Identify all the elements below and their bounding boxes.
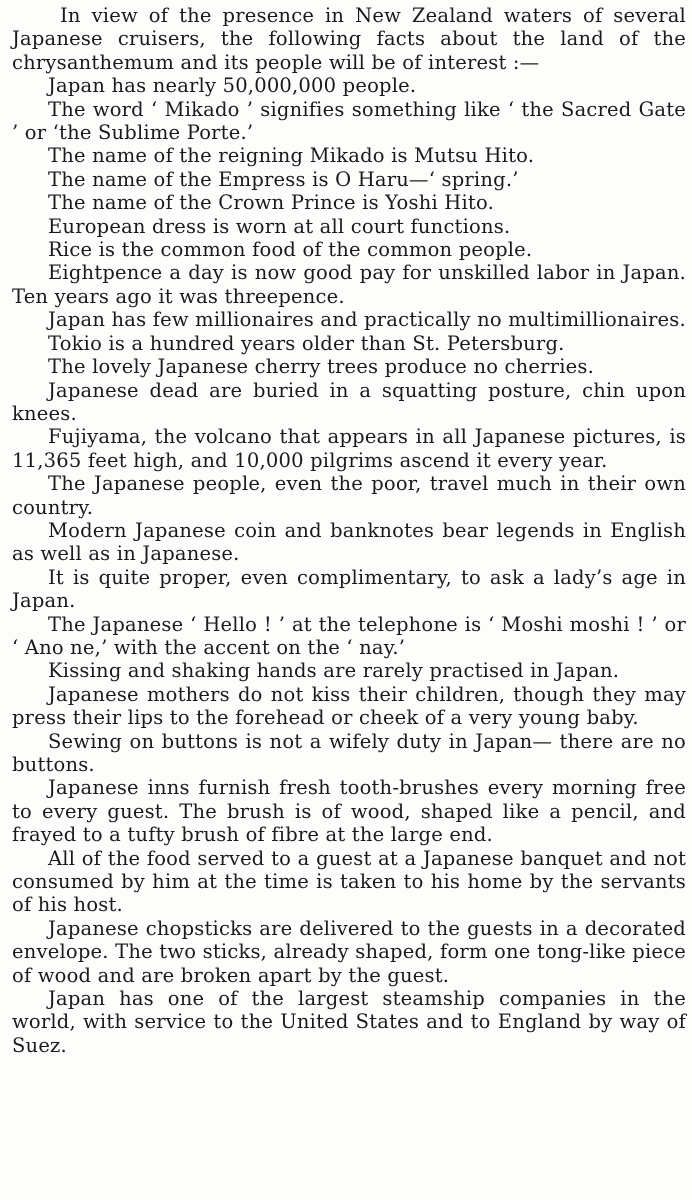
fact-paragraph: The name of the Crown Prince is Yoshi Hito. bbox=[48, 191, 494, 215]
fact-paragraph: Japan has one of the largest steamship companies in the world, with service to the United States and to England by way of Suez. bbox=[12, 987, 686, 1057]
fact-paragraph: The word ‘ Mikado ’ signifies something like ‘ the Sacred Gate ’ or ‘the Sublime Porte.’ bbox=[12, 97, 686, 145]
fact-paragraph: The Japanese ‘ Hello ! ’ at the telephone is ‘ Moshi moshi ! ’ or ‘ Ano ne,’ with the accent on the ‘ nay.’ bbox=[12, 612, 686, 659]
fact-paragraph: Kissing and shaking hands are rarely practised in Japan. bbox=[48, 659, 620, 683]
fact-paragraph: Fujiyama, the volcano that appears in all Japanese pictures, is 11,365 feet high, and 10,000 pilgrims ascend it every year. bbox=[12, 425, 686, 472]
fact-paragraph: Modern Japanese coin and banknotes bear legends in English as well as in Japanese. bbox=[12, 518, 686, 566]
fact-paragraph: Japanese dead are buried in a squatting posture, chin upon knees. bbox=[12, 378, 686, 425]
intro-paragraph: In view of the presence in New Zealand waters of several Japanese cruisers, the following facts about the land of the chrysanthemum and its people will be of interest :— bbox=[12, 4, 686, 74]
fact-paragraph: Japan has few millionaires and practically no multimillionaires. bbox=[48, 308, 686, 332]
fact-paragraph: The name of the reigning Mikado is Mutsu Hito. bbox=[48, 144, 535, 168]
fact-paragraph: The Japanese people, even the poor, travel much in their own country. bbox=[12, 472, 686, 519]
fact-paragraph: Tokio is a hundred years older than St. Petersburg. bbox=[48, 331, 565, 355]
fact-paragraph: The lovely Japanese cherry trees produce no cherries. bbox=[48, 355, 594, 379]
fact-paragraph: Japanese mothers do not kiss their children, though they may press their lips to the forehead or cheek of a very young baby. bbox=[12, 682, 686, 730]
fact-paragraph: Japanese inns furnish fresh tooth-brushes every morning free to every guest. The brush is of wood, shaped like a pencil, and frayed to a tufty brush of fibre at the large end. bbox=[12, 776, 686, 847]
fact-paragraph: European dress is worn at all court functions. bbox=[48, 214, 511, 238]
fact-paragraph: Japan has nearly 50,000,000 people. bbox=[48, 74, 417, 98]
fact-paragraph: The name of the Empress is O Haru—‘ spring.’ bbox=[48, 167, 519, 191]
fact-paragraph: It is quite proper, even complimentary, to ask a lady’s age in Japan. bbox=[12, 565, 686, 613]
fact-paragraph: All of the food served to a guest at a Japanese banquet and not consumed by him at the time is taken to his home by the servants of his host. bbox=[12, 846, 686, 917]
fact-paragraph: Sewing on buttons is not a wifely duty in Japan— there are no buttons. bbox=[12, 729, 686, 776]
fact-paragraph: Eightpence a day is now good pay for unskilled labor in Japan. Ten years ago it was threepence. bbox=[12, 261, 686, 308]
fact-paragraph: Japanese chopsticks are delivered to the guests in a decorated envelope. The two sticks, already shaped, form one tong-like piece of wood and are broken apart by the guest. bbox=[12, 916, 686, 987]
fact-paragraph: Rice is the common food of the common people. bbox=[48, 238, 533, 262]
